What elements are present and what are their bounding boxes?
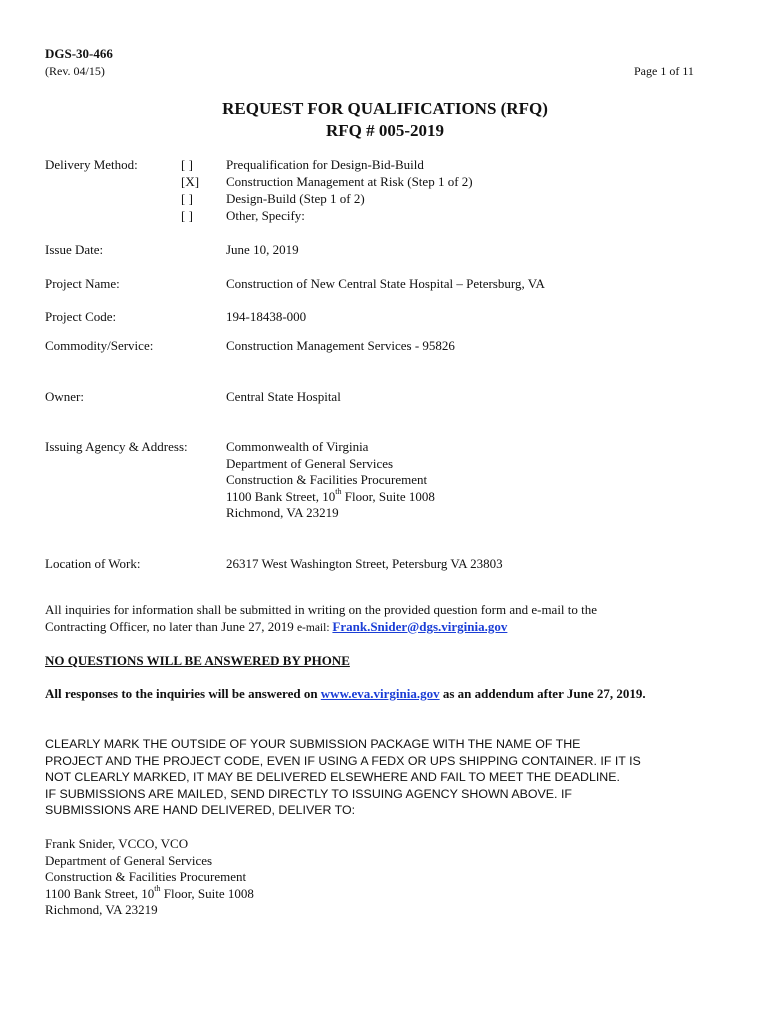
issuing-agency-address: [226, 439, 435, 522]
street-text: 1100 Bank Street, 10: [45, 885, 155, 901]
inquiries-paragraph: [45, 602, 597, 636]
responses-text-end: as an addendum after June 27, 2019.: [439, 686, 646, 701]
ordinal-suffix: th: [154, 884, 161, 894]
address-line: Richmond, VA 23219: [226, 505, 339, 520]
address-line: [226, 489, 435, 506]
deadline-text: Contracting Officer, no later than June 27, 2019: [45, 618, 297, 634]
address-line: Commonwealth of Virginia: [226, 439, 369, 454]
no-phone-notice: NO QUESTIONS WILL BE ANSWERED BY PHONE: [45, 653, 350, 668]
street-text: 1100 Bank Street, 10: [226, 488, 336, 504]
project-code-value: 194-18438-000: [226, 309, 307, 324]
ordinal-suffix: th: [335, 487, 342, 497]
option-mark: [ ]: [181, 208, 193, 223]
revision-date: (Rev. 04/15): [45, 64, 105, 78]
project-name-value: Construction of New Central State Hospital – Petersburg, VA: [226, 276, 545, 291]
page-indicator: Page 1 of 11: [634, 64, 694, 78]
option-mark: [ ]: [181, 157, 193, 172]
location-label: Location of Work:: [45, 556, 141, 571]
address-line: Department of General Services: [226, 455, 394, 471]
option-text: Prequalification for Design-Bid-Build: [226, 157, 424, 172]
suite-text: Floor, Suite 1008: [160, 885, 254, 901]
notice-line: CLEARLY MARK THE OUTSIDE OF YOUR SUBMISSION PACKAGE WITH THE NAME OF THE: [45, 737, 581, 751]
rfq-number: RFQ # 005-2019: [325, 121, 445, 140]
contact-line: Department of General Services: [45, 852, 213, 868]
submission-notice: [45, 736, 641, 819]
owner-value: Central State Hospital: [226, 389, 341, 404]
notice-line: PROJECT AND THE PROJECT CODE, EVEN IF USING A FEDX OR UPS SHIPPING CONTAINER. IF IT IS: [45, 753, 641, 768]
contact-line: Construction & Facilities Procurement: [45, 869, 247, 884]
issuing-agency-label: Issuing Agency & Address:: [45, 439, 188, 454]
commodity-label: Commodity/Service:: [45, 338, 154, 353]
contact-address: [45, 836, 254, 919]
option-mark: [ ]: [181, 191, 193, 206]
delivery-method-label: Delivery Method:: [45, 157, 138, 172]
contact-line: [45, 886, 254, 903]
contracting-officer-email-link[interactable]: Frank.Snider@dgs.virginia.gov: [332, 618, 508, 634]
project-name-label: Project Name:: [45, 276, 120, 291]
responses-text: All responses to the inquiries will be answered on: [45, 686, 321, 701]
issue-date-label: Issue Date:: [45, 242, 104, 257]
address-line: Construction & Facilities Procurement: [226, 472, 428, 487]
option-text: Construction Management at Risk (Step 1 of 2): [226, 174, 473, 189]
notice-line: SUBMISSIONS ARE HAND DELIVERED, DELIVER TO:: [45, 803, 356, 817]
contact-line: Frank Snider, VCCO, VCO: [45, 836, 189, 851]
document-title: REQUEST FOR QUALIFICATIONS (RFQ): [222, 99, 548, 118]
form-number: DGS-30-466: [45, 46, 113, 61]
project-code-label: Project Code:: [45, 309, 117, 324]
responses-notice: [45, 686, 646, 703]
commodity-value: Construction Management Services - 95826: [226, 338, 455, 353]
option-mark: [X]: [181, 174, 200, 189]
inquiries-line: All inquiries for information shall be submitted in writing on the provided question form and e-mail to the: [45, 602, 598, 617]
owner-label: Owner:: [45, 389, 84, 404]
notice-line: NOT CLEARLY MARKED, IT MAY BE DELIVERED ELSEWHERE AND FAIL TO MEET THE DEADLINE.: [45, 770, 620, 784]
inquiries-line: [45, 619, 597, 637]
option-text: Design-Build (Step 1 of 2): [226, 191, 365, 206]
eva-website-link[interactable]: www.eva.virginia.gov: [320, 686, 440, 701]
notice-line: IF SUBMISSIONS ARE MAILED, SEND DIRECTLY TO ISSUING AGENCY SHOWN ABOVE. IF: [45, 786, 572, 801]
suite-text: Floor, Suite 1008: [341, 488, 435, 504]
location-value: 26317 West Washington Street, Petersburg VA 23803: [226, 556, 503, 571]
email-label: e-mail:: [296, 621, 333, 634]
option-text: Other, Specify:: [226, 208, 305, 223]
issue-date-value: June 10, 2019: [226, 242, 299, 257]
contact-line: Richmond, VA 23219: [45, 902, 158, 917]
